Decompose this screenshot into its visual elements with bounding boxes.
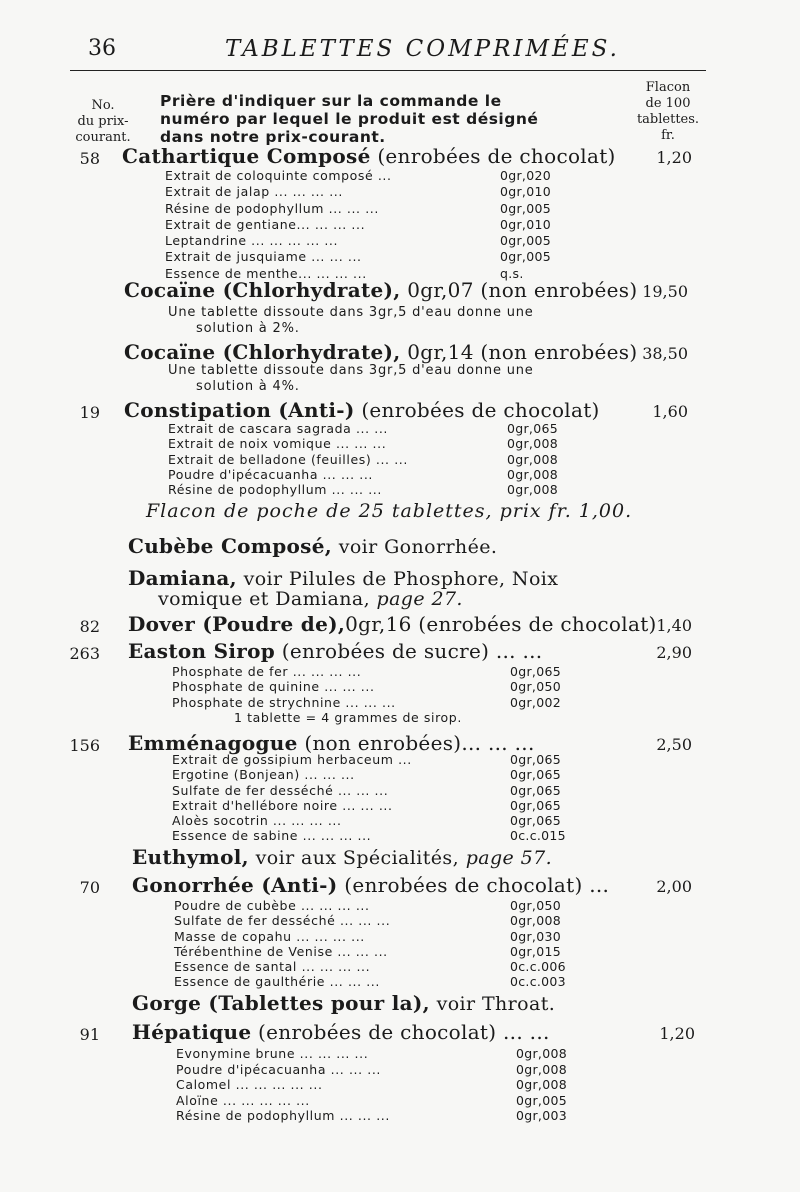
product-name: Euthymol, (132, 845, 249, 869)
dose: 0gr,015 (510, 943, 561, 959)
dose: 0gr,065 (510, 664, 561, 679)
dose: 0gr,065 (510, 813, 561, 829)
col-head-line: du prix- (77, 114, 129, 129)
ingredient: Extrait de noix vomique ... ... ... (168, 436, 387, 452)
ingredient: Essence de menthe... ... ... ... (165, 265, 367, 281)
ingredient: Phosphate de strychnine ... ... ... (172, 694, 396, 710)
product-name: Easton Sirop (128, 639, 276, 663)
notice-line: dans notre prix-courant. (160, 128, 386, 146)
entry-number: 82 (79, 617, 100, 636)
cross-reference[interactable]: voir Pilules de Phosphore, Noix (243, 568, 559, 590)
cross-reference: vomique et Damiana, (158, 588, 371, 610)
dose: 0gr,008 (516, 1077, 567, 1093)
dose: 0gr,003 (516, 1108, 567, 1124)
dose: q.s. (500, 265, 524, 281)
ingredient: Extrait de jalap ... ... ... ... (165, 184, 343, 200)
order-notice (160, 92, 538, 146)
product-name: Cocaïne (Chlorhydrate), (124, 340, 401, 364)
ingredient: Sulfate de fer desséché ... ... ... (174, 913, 391, 929)
ingredient: Poudre d'ipécacuanha ... ... ... (168, 466, 373, 482)
notice-line: Prière d'indiquer sur la commande le (160, 92, 502, 110)
entry-price: 1,40 (656, 616, 692, 635)
entry-price: 1,20 (656, 148, 692, 167)
dose: 0gr,065 (510, 752, 561, 767)
product-dose: 0gr,16 (345, 612, 412, 636)
col-head-line: de 100 (645, 96, 691, 111)
entry-description (168, 363, 534, 395)
dose-list (516, 1046, 567, 1124)
ingredient: Phosphate de quinine ... ... ... (172, 679, 375, 695)
ingredient: Extrait de cascara sagrada ... ... (168, 421, 388, 436)
number-column-heading (68, 98, 138, 146)
entry-title (128, 612, 657, 636)
product-note: (non enrobées)... ... ... (304, 731, 535, 755)
dose: 0gr,005 (500, 249, 551, 265)
col-head-line: fr. (661, 128, 675, 143)
cross-reference[interactable]: voir aux Spécialités, (255, 847, 460, 869)
dose-list (510, 898, 566, 990)
product-name: Emménagogue (128, 731, 298, 755)
ingredient: Evonymine brune ... ... ... ... (176, 1046, 369, 1061)
notice-line: numéro par lequel le produit est désigné (160, 110, 539, 128)
dose: 0gr,005 (516, 1092, 567, 1108)
ingredient: Extrait de belladone (feuilles) ... ... (168, 451, 408, 467)
entry-number: 70 (79, 878, 100, 897)
product-note: (enrobées de chocolat) ... (344, 873, 610, 897)
dose: 0gr,005 (500, 200, 551, 216)
cross-reference[interactable]: voir Throat. (436, 993, 556, 1015)
ingredient: Aloès socotrin ... ... ... ... (172, 813, 342, 829)
dose: 0gr,050 (510, 679, 561, 695)
entry-price: 1,20 (659, 1024, 695, 1043)
dose: 0gr,065 (510, 797, 561, 813)
entry-price: 2,50 (656, 735, 692, 754)
ingredient: Masse de copahu ... ... ... ... (174, 928, 365, 944)
ingredient: Ergotine (Bonjean) ... ... ... (172, 767, 355, 783)
product-note: (non enrobées) (480, 278, 638, 302)
cross-reference[interactable]: voir Gonorrhée. (338, 536, 498, 558)
dose-list (510, 752, 566, 844)
ingredient: Extrait de gossipium herbaceum ... (172, 752, 412, 767)
product-name: Damiana, (128, 566, 237, 590)
product-note: (enrobées de chocolat) (418, 612, 657, 636)
dose: 0gr,008 (507, 466, 558, 482)
dose: 0gr,010 (500, 184, 551, 200)
header-rule (70, 70, 706, 71)
page-reference[interactable]: page 57. (465, 847, 553, 869)
entry-number: 156 (69, 736, 100, 755)
description-line: solution à 2%. (196, 321, 300, 336)
ingredient: Phosphate de fer ... ... ... ... (172, 664, 362, 679)
ingredient-list (172, 752, 412, 844)
dose: 0gr,030 (510, 928, 561, 944)
product-name: Gonorrhée (Anti-) (132, 873, 338, 897)
description-line: Une tablette dissoute dans 3gr,5 d'eau donne une (168, 363, 534, 378)
product-name: Hépatique (132, 1020, 252, 1044)
page-number: 36 (88, 36, 116, 61)
dose-list (507, 421, 558, 497)
ingredient: Essence de gaulthérie ... ... ... (174, 974, 380, 990)
description-line: solution à 4%. (196, 379, 300, 394)
ingredient: Extrait de coloquinte composé ... (165, 168, 392, 183)
ingredient: Résine de podophyllum ... ... ... (168, 482, 382, 498)
dose: 0c.c.006 (510, 959, 566, 975)
entry-title (124, 398, 600, 422)
dose: 0gr,065 (510, 782, 561, 798)
entry-title (128, 566, 558, 590)
entry-number: 91 (79, 1025, 100, 1044)
ingredient-list (174, 898, 390, 990)
product-note: (enrobées de chocolat) (377, 144, 616, 168)
dose-list (500, 168, 551, 282)
product-dose: 0gr,07 (407, 278, 474, 302)
dose: 0gr,050 (510, 898, 561, 913)
ingredient: Résine de podophyllum ... ... ... (165, 200, 379, 216)
page-reference[interactable]: page 27. (376, 588, 463, 610)
entry-price: 38,50 (642, 344, 688, 363)
entry-number: 263 (69, 644, 100, 663)
product-note: (enrobées de chocolat) ... ... (258, 1020, 550, 1044)
pocket-flask-note: Flacon de poche de 25 tablettes, prix fr. 1,00. (146, 500, 633, 522)
product-name: Cathartique Composé (122, 144, 371, 168)
ingredient: Essence de sabine ... ... ... ... (172, 828, 372, 844)
ingredient-list (172, 664, 396, 710)
dose: 0gr,008 (516, 1046, 567, 1061)
ingredient: Essence de santal ... ... ... ... (174, 959, 371, 975)
dose: 0gr,010 (500, 216, 551, 232)
entry-title (128, 639, 542, 663)
dose: 0c.c.015 (510, 828, 566, 844)
ingredient: Térébenthine de Venise ... ... ... (174, 943, 388, 959)
product-dose: 0gr,14 (407, 340, 474, 364)
product-note: (non enrobées) (480, 340, 638, 364)
ingredient: Leptandrine ... ... ... ... ... (165, 233, 339, 249)
dose: 0gr,002 (510, 694, 561, 710)
entry-price: 2,00 (656, 877, 692, 896)
product-name: Gorge (Tablettes pour la), (132, 991, 430, 1015)
dose: 0gr,065 (510, 767, 561, 783)
dose: 0gr,008 (507, 451, 558, 467)
entry-title (132, 1020, 550, 1044)
entry-description (168, 305, 534, 337)
ingredient: Résine de podophyllum ... ... ... (176, 1108, 390, 1124)
entry-title (124, 278, 637, 302)
entry-title (122, 144, 616, 168)
entry-number: 58 (79, 149, 100, 168)
product-name: Cocaïne (Chlorhydrate), (124, 278, 401, 302)
ingredient: Extrait d'hellébore noire ... ... ... (172, 797, 393, 813)
dose: 0gr,065 (507, 421, 558, 436)
entry-title (132, 991, 555, 1015)
col-head-line: courant. (75, 130, 131, 145)
entry-price: 19,50 (642, 282, 688, 301)
ingredient-list (176, 1046, 390, 1124)
ingredient-list (165, 168, 392, 282)
cross-reference-cont (158, 588, 463, 610)
entry-title (132, 845, 552, 869)
price-column-heading (628, 80, 708, 144)
col-head-line: tablettes. (636, 112, 700, 127)
ingredient: Sulfate de fer desséché ... ... ... (172, 782, 389, 798)
ingredient: Extrait de jusquiame ... ... ... (165, 249, 362, 265)
dose: 0gr,020 (500, 168, 551, 183)
syrup-equivalence: 1 tablette = 4 grammes de sirop. (234, 710, 462, 725)
product-name: Constipation (Anti-) (124, 398, 355, 422)
ingredient: Calomel ... ... ... ... ... (176, 1077, 323, 1093)
entry-number: 19 (79, 403, 100, 422)
col-head-line: No. (91, 98, 115, 113)
product-note: (enrobées de sucre) ... ... (281, 639, 543, 663)
dose-list (510, 664, 561, 710)
dose: 0gr,008 (510, 913, 561, 929)
dose: 0c.c.003 (510, 974, 566, 990)
product-name: Dover (Poudre de), (128, 612, 346, 636)
ingredient: Poudre de cubèbe ... ... ... ... (174, 898, 370, 913)
running-title: TABLETTES COMPRIMÉES. (225, 36, 620, 62)
col-head-line: Flacon (645, 80, 691, 95)
description-line: Une tablette dissoute dans 3gr,5 d'eau donne une (168, 305, 534, 320)
dose: 0gr,008 (507, 482, 558, 498)
dose: 0gr,008 (507, 436, 558, 452)
entry-price: 2,90 (656, 643, 692, 662)
ingredient: Aloïne ... ... ... ... ... (176, 1092, 310, 1108)
entry-title (124, 340, 637, 364)
ingredient: Extrait de gentiane... ... ... ... (165, 216, 366, 232)
product-name: Cubèbe Composé, (128, 534, 333, 558)
entry-title (128, 534, 497, 558)
product-note: (enrobées de chocolat) (361, 398, 600, 422)
entry-price: 1,60 (652, 402, 688, 421)
entry-title (132, 873, 609, 897)
ingredient-list (168, 421, 408, 497)
ingredient: Poudre d'ipécacuanha ... ... ... (176, 1061, 381, 1077)
dose: 0gr,005 (500, 233, 551, 249)
dose: 0gr,008 (516, 1061, 567, 1077)
